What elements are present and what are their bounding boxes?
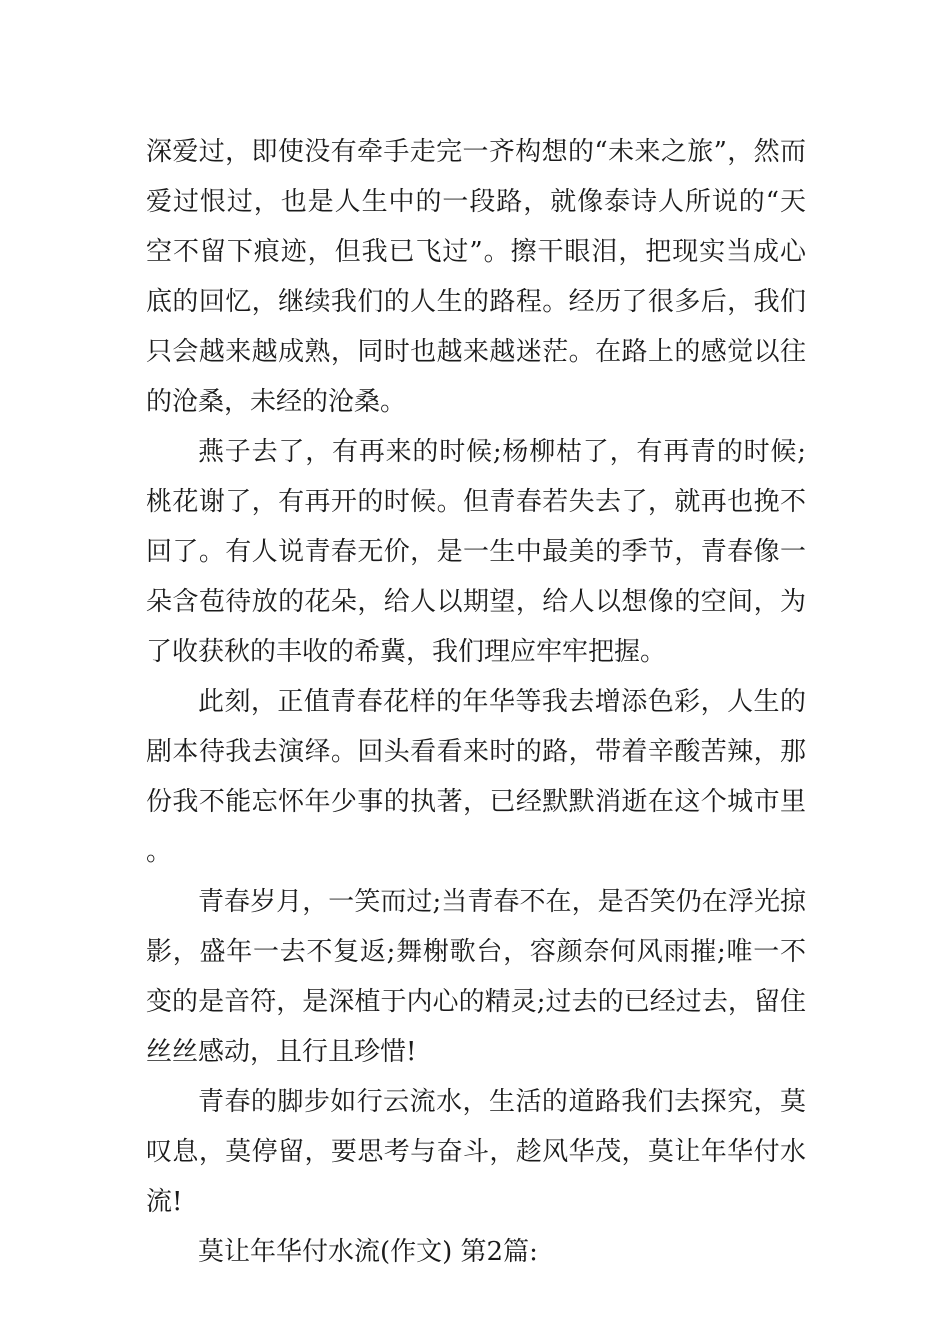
section-heading: 莫让年华付水流(作文) 第2篇: <box>198 1237 538 1267</box>
paragraph-1: 深爱过，即使没有牵手走完一齐构想的“未来之旅”，然而爱过恨过，也是人生中的一段路，就像泰诗人所说的“天空不留下痕迹，但我已飞过”。擦干眼泪，把现实当成心底的回忆，继续我们的人生的路程。经历了很多后，我们只会越来越成熟，同时也越来越迷茫。在路上的感觉以往的沧桑，未经的沧桑。 <box>146 137 806 417</box>
paragraph-3: 此刻，正值青春花样的年华等我去增添色彩，人生的剧本待我去演绎。回头看看来时的路，带着辛酸苦辣，那份我不能忘怀年少事的执著，已经默默消逝在这个城市里。 <box>146 687 806 867</box>
paragraph-2: 燕子去了，有再来的时候;杨柳枯了，有再青的时候;桃花谢了，有再开的时候。但青春若失去了，就再也挽不回了。有人说青春无价，是一生中最美的季节，青春像一朵含苞待放的花朵，给人以期望，给人以想像的空间，为了收获秋的丰收的希冀，我们理应牢牢把握。 <box>146 437 806 667</box>
paragraph-4: 青春岁月，一笑而过;当青春不在，是否笑仍在浮光掠影，盛年一去不复返;舞榭歌台，容颜奈何风雨摧;唯一不变的是音符，是深植于内心的精灵;过去的已经过去，留住丝丝感动，且行且珍惜! <box>146 887 806 1067</box>
paragraph-5: 青春的脚步如行云流水，生活的道路我们去探究，莫叹息，莫停留，要思考与奋斗，趁风华茂，莫让年华付水流! <box>146 1087 806 1217</box>
article-body <box>146 127 806 1277</box>
